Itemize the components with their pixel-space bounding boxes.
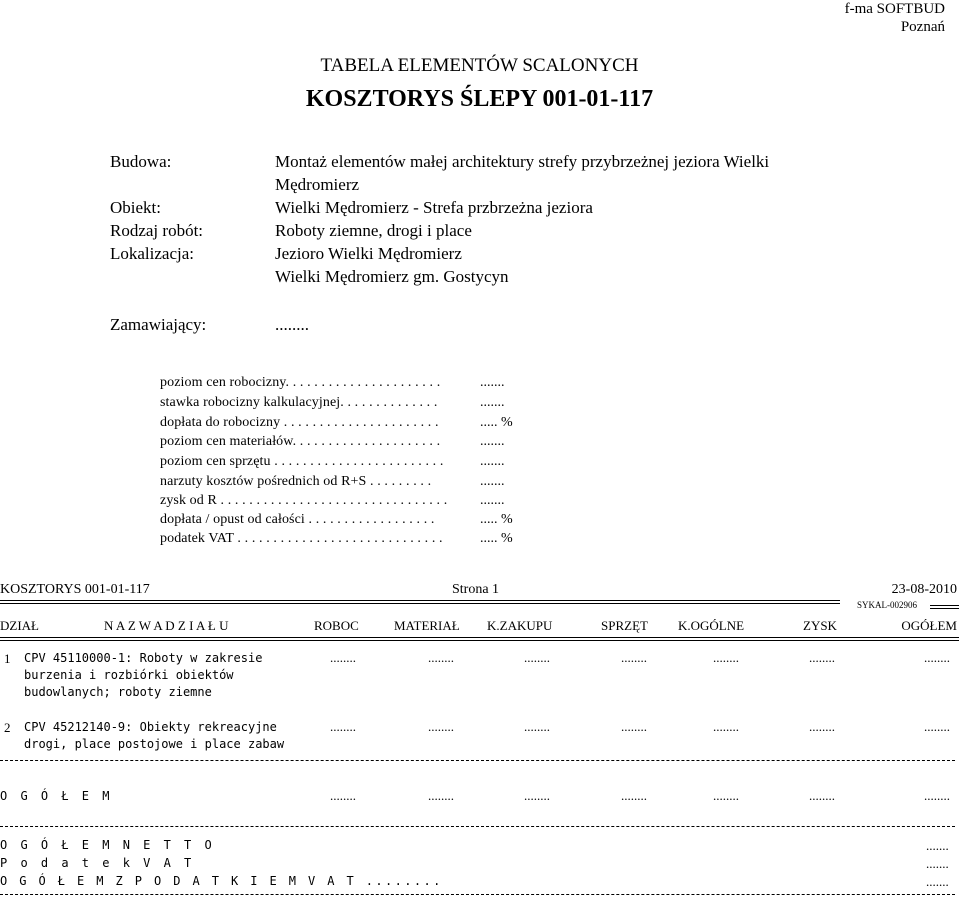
param-label: dopłata / opust od całości . . . . . . . . . . . . . . . . . . xyxy=(160,512,435,527)
param-label: poziom cen sprzętu . . . . . . . . . . . . . . . . . . . . . . . . xyxy=(160,454,444,469)
total-value: ........ xyxy=(809,788,835,803)
param-value: ....... xyxy=(480,395,505,410)
total-value: ........ xyxy=(924,788,950,803)
row-name-line: burzenia i rozbiórki obiektów xyxy=(24,668,234,682)
col-kzakupu: K.ZAKUPU xyxy=(487,618,553,633)
param-label: zysk od R . . . . . . . . . . . . . . . . . . . . . . . . . . . . . . . . xyxy=(160,493,448,508)
total-value: ........ xyxy=(621,788,647,803)
obiekt-label: Obiekt: xyxy=(110,198,161,217)
col-kogolne: K.OGÓLNE xyxy=(678,618,745,633)
budowa-value-line1: Montaż elementów małej architektury strefy przybrzeżnej jeziora Wielki xyxy=(275,152,770,171)
param-value: ..... % xyxy=(480,512,513,527)
document-title: TABELA ELEMENTÓW SCALONYCH xyxy=(320,55,639,76)
summary-vat-value: ....... xyxy=(926,856,949,871)
zamawiajacy-label: Zamawiający: xyxy=(110,315,207,334)
lokalizacja-label: Lokalizacja: xyxy=(110,244,195,263)
row-value: ........ xyxy=(428,719,454,734)
row-name-line: budowlanych; roboty ziemne xyxy=(24,685,212,699)
lokalizacja-value-line1: Jezioro Wielki Mędromierz xyxy=(275,244,462,263)
rodzaj-label: Rodzaj robót: xyxy=(110,221,204,240)
page-date: 23-08-2010 xyxy=(891,582,957,597)
row-value: ........ xyxy=(809,719,835,734)
rodzaj-value: Roboty ziemne, drogi i place xyxy=(275,221,472,240)
row-name-line: CPV 45212140-9: Obiekty rekreacyjne xyxy=(24,720,277,734)
lokalizacja-value-line2: Wielki Mędromierz gm. Gostycyn xyxy=(275,267,509,286)
budowa-value-line2: Mędromierz xyxy=(275,175,360,194)
total-value: ........ xyxy=(524,788,550,803)
param-label: dopłata do robocizny . . . . . . . . . . . . . . . . . . . . . . xyxy=(160,415,439,430)
summary-netto-value: ....... xyxy=(926,838,949,853)
page-number: Strona 1 xyxy=(452,582,500,597)
sykal-code: SYKAL-002906 xyxy=(857,600,917,610)
row-value: ........ xyxy=(330,650,356,665)
row-value: ........ xyxy=(524,719,550,734)
param-label: narzuty kosztów pośrednich od R+S . . . . . . . . . xyxy=(160,474,432,489)
param-value: ....... xyxy=(480,454,505,469)
row-value: ........ xyxy=(924,719,950,734)
row-value: ........ xyxy=(713,719,739,734)
row-value: ........ xyxy=(713,650,739,665)
total-label: O G Ó Ł E M xyxy=(0,789,113,803)
col-ogolem: OGÓŁEM xyxy=(901,618,957,633)
dashed-rule xyxy=(0,826,955,827)
summary-vat-label: P o d a t e k V A T xyxy=(0,856,195,870)
param-value: ..... % xyxy=(480,531,513,546)
col-roboc: ROBOC xyxy=(314,618,359,633)
param-label: podatek VAT . . . . . . . . . . . . . . . . . . . . . . . . . . . . . xyxy=(160,531,443,546)
row-value: ........ xyxy=(330,719,356,734)
row-value: ........ xyxy=(621,719,647,734)
summary-netto-label: O G Ó Ł E M N E T T O xyxy=(0,838,215,852)
summary-gross-label: O G Ó Ł E M Z P O D A T K I E M V A T ........ xyxy=(0,874,443,888)
col-zysk: ZYSK xyxy=(803,618,837,633)
row-value: ........ xyxy=(428,650,454,665)
param-value: ....... xyxy=(480,474,505,489)
obiekt-value: Wielki Mędromierz - Strefa przbrzeżna jeziora xyxy=(275,198,593,217)
row-name-line: CPV 45110000-1: Roboty w zakresie xyxy=(24,651,263,665)
col-sprzet: SPRZĘT xyxy=(601,618,648,633)
company-block xyxy=(845,0,945,36)
param-value: ....... xyxy=(480,375,505,390)
param-value: ....... xyxy=(480,434,505,449)
row-number: 1 xyxy=(4,651,11,666)
company-name: f-ma SOFTBUD xyxy=(844,1,945,17)
param-label: poziom cen robocizny. . . . . . . . . . . . . . . . . . . . . . xyxy=(160,375,441,390)
row-name-line: drogi, place postojowe i place zabaw xyxy=(24,737,285,751)
col-material: MATERIAŁ xyxy=(394,618,460,633)
zamawiajacy-value: ........ xyxy=(275,315,309,334)
row-value: ........ xyxy=(524,650,550,665)
col-nazwa: N A Z W A D Z I A Ł U xyxy=(104,618,229,633)
total-value: ........ xyxy=(713,788,739,803)
row-value: ........ xyxy=(809,650,835,665)
summary-gross-value: ....... xyxy=(926,874,949,889)
param-label: stawka robocizny kalkulacyjnej. . . . . . . . . . . . . . xyxy=(160,395,438,410)
columns-double-rule xyxy=(0,637,959,641)
row-number: 2 xyxy=(4,720,11,735)
row-value: ........ xyxy=(924,650,950,665)
param-value: ....... xyxy=(480,493,505,508)
dashed-rule xyxy=(0,894,955,895)
col-dzial: DZIAŁ xyxy=(0,618,39,633)
header-double-rule-end xyxy=(930,605,959,609)
total-value: ........ xyxy=(428,788,454,803)
header-double-rule xyxy=(0,600,840,604)
company-city: Poznań xyxy=(900,19,945,35)
param-value: ..... % xyxy=(480,415,513,430)
row-value: ........ xyxy=(621,650,647,665)
page-header-title: KOSZTORYS 001-01-117 xyxy=(0,582,150,597)
document-subtitle: KOSZTORYS ŚLEPY 001-01-117 xyxy=(305,86,654,112)
param-label: poziom cen materiałów. . . . . . . . . . . . . . . . . . . . . xyxy=(160,434,441,449)
budowa-label: Budowa: xyxy=(110,152,172,171)
total-value: ........ xyxy=(330,788,356,803)
dashed-rule xyxy=(0,760,955,761)
